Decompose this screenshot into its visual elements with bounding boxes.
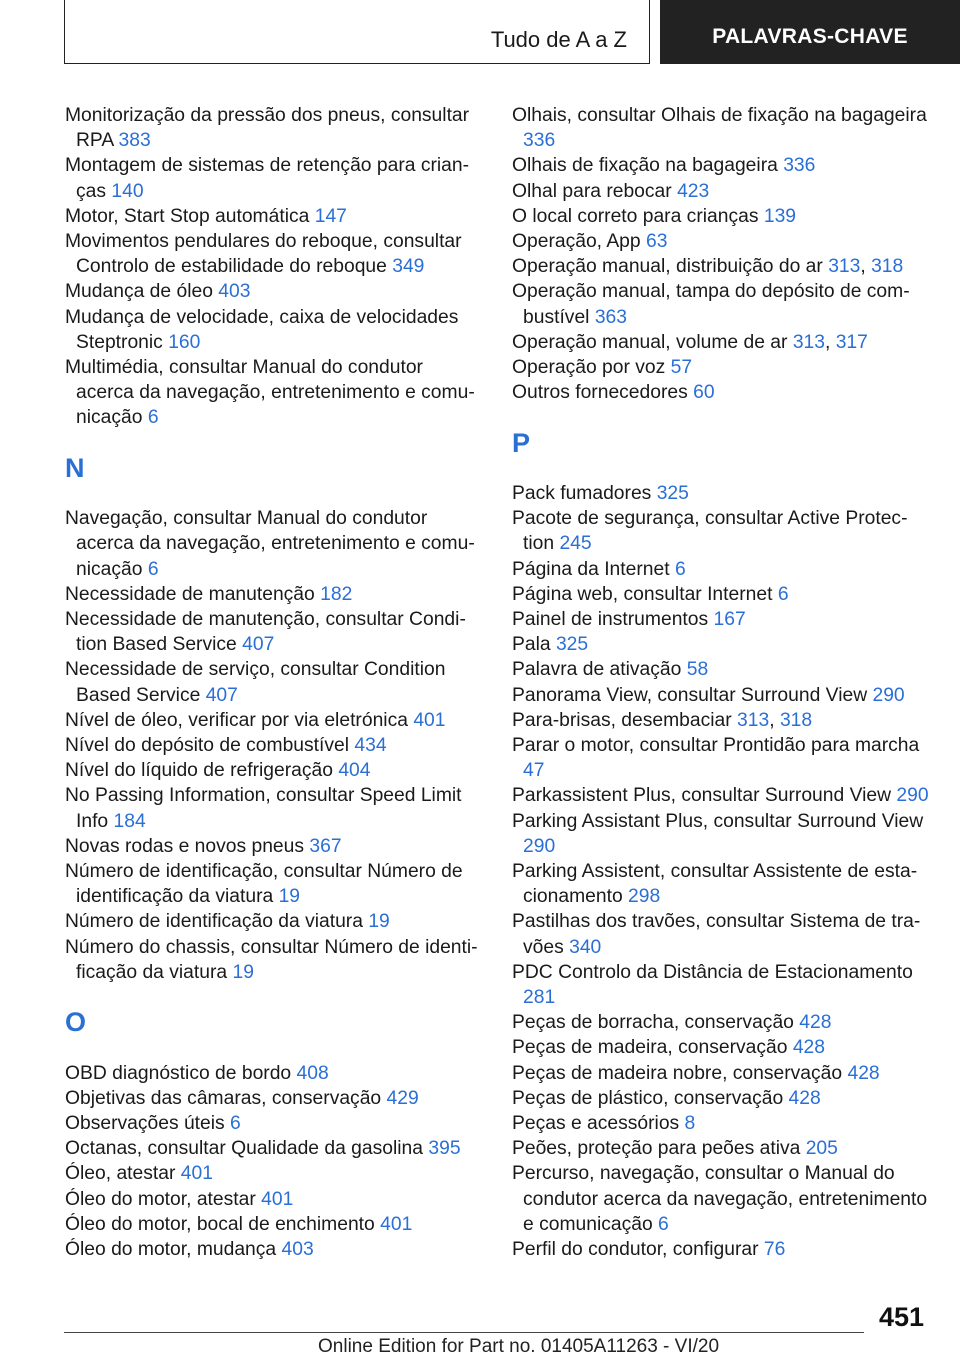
index-entry <box>512 380 932 405</box>
index-letter-heading: N <box>65 452 85 483</box>
index-entry <box>65 305 480 355</box>
page-reference-link[interactable]: 349 <box>392 256 425 278</box>
index-entry <box>65 834 480 859</box>
index-entry-text: Nível de óleo, verificar por via eletrónica <box>65 709 408 731</box>
index-entry <box>65 582 480 607</box>
index-entry <box>65 909 480 934</box>
page-reference-link[interactable]: 19 <box>368 911 390 933</box>
page-reference-link[interactable]: 407 <box>242 634 275 656</box>
page-reference-link[interactable]: 404 <box>338 760 371 782</box>
index-entry-text: Número do chassis, consultar Número de identificação da viatura <box>65 936 478 983</box>
page-reference-link[interactable]: 367 <box>309 835 342 857</box>
page-reference-link[interactable]: 434 <box>354 735 387 757</box>
index-entry-text: Percurso, navegação, consultar o Manual do condutor acerca da navegação, entretenimento e comunicação <box>512 1163 928 1235</box>
index-entry-text: Operação manual, volume de ar <box>512 331 788 353</box>
index-entry <box>512 506 932 556</box>
index-entry-text: Operação por voz <box>512 357 666 379</box>
page-reference-link[interactable]: 428 <box>799 1012 832 1034</box>
index-entry <box>512 1161 932 1237</box>
index-entry <box>512 909 932 959</box>
page-reference-link[interactable]: 290 <box>872 684 905 706</box>
page-reference-link[interactable]: 205 <box>805 1138 838 1160</box>
index-entry <box>65 657 480 707</box>
page-reference-link[interactable]: 63 <box>646 231 668 253</box>
index-entry <box>512 1111 932 1136</box>
index-entry-text: Octanas, consultar Qualidade da gasolina <box>65 1138 424 1160</box>
page-reference-link[interactable]: 336 <box>523 130 556 152</box>
index-entry-text: Painel de instrumentos <box>512 609 709 631</box>
index-entry <box>65 1237 480 1262</box>
page-reference-link[interactable]: 401 <box>380 1213 413 1235</box>
index-entry-text: Olhais, consultar Olhais de fixação na bagageira <box>512 105 927 126</box>
index-entry-text: Monitorização da pressão dos pneus, consultar RPA <box>65 105 470 152</box>
page-reference-link[interactable]: 290 <box>896 785 929 807</box>
index-entry: Operação manual, distribuição do ar 313, 318 <box>512 256 904 278</box>
index-entry-text: Navegação, consultar Manual do condutor acerca da navegação, entretenimento e comunicação <box>65 508 475 580</box>
index-entry <box>512 582 932 607</box>
page-reference-link[interactable]: 281 <box>523 987 556 1009</box>
index-entry <box>65 1086 480 1111</box>
index-entry-text: Movimentos pendulares do reboque, consultar Controlo de estabilidade do reboque <box>65 231 462 278</box>
page-reference-link[interactable]: 147 <box>314 205 347 227</box>
index-entry <box>65 859 480 909</box>
index-entry-text: Óleo do motor, mudança <box>65 1239 277 1261</box>
page-reference-link[interactable]: 298 <box>628 886 661 908</box>
index-entry <box>512 960 932 1010</box>
page-reference-link[interactable]: 408 <box>296 1062 329 1084</box>
index-entry <box>512 733 932 783</box>
section-tab-label: PALAVRAS-CHAVE <box>712 25 908 48</box>
page-reference-link[interactable]: 290 <box>523 835 556 857</box>
index-entry <box>65 355 480 431</box>
index-entry <box>512 204 932 229</box>
page-reference-link[interactable]: 325 <box>656 483 689 504</box>
index-entry-text: Operação, App <box>512 231 641 253</box>
index-entry <box>65 1212 480 1237</box>
index-entry <box>65 506 480 582</box>
page-reference-link[interactable]: 317 <box>835 331 868 353</box>
index-entry-text: Número de identificação da viatura <box>65 911 363 933</box>
index-entry-text: Outros fornecedores <box>512 382 688 404</box>
page-reference-link[interactable]: 313 <box>828 256 861 278</box>
index-entry-text: Parking Assistent, consultar Assistente de estacionamento <box>512 861 918 908</box>
index-letter-heading: P <box>512 427 531 458</box>
index-entry <box>65 733 480 758</box>
index-entry-text: Pastilhas dos travões, consultar Sistema de travões <box>512 911 921 958</box>
page-reference-link[interactable]: 428 <box>847 1062 880 1084</box>
index-entry <box>512 809 932 859</box>
index-entry <box>512 607 932 632</box>
index-entry <box>65 204 480 229</box>
index-entry-text: Página da Internet <box>512 558 670 580</box>
page-reference-link[interactable]: 8 <box>684 1113 696 1135</box>
index-entry <box>65 103 480 153</box>
page-reference-link[interactable]: 6 <box>230 1113 241 1135</box>
page-reference-link[interactable]: 428 <box>792 1037 825 1059</box>
footer-edition-text: Online Edition for Part no. 01405A11263 - VI/20 <box>318 1336 720 1357</box>
index-entry <box>65 607 480 657</box>
page-reference-link[interactable]: 407 <box>205 684 238 706</box>
index-entry-text: Nível do depósito de combustível <box>65 735 350 757</box>
index-entry-text: Nível do líquido de refrigeração <box>65 760 333 782</box>
index-entry <box>65 1111 480 1136</box>
index-entry-text: Pack fumadores <box>512 483 652 504</box>
index-entry <box>512 557 932 582</box>
index-entry-text: Para-brisas, desembaciar <box>512 709 732 731</box>
index-entry-text: Objetivas das câmaras, conservação <box>65 1087 382 1109</box>
index-entry-text: Peças de madeira, conservação <box>512 1037 788 1059</box>
page-reference-link[interactable]: 363 <box>594 306 627 328</box>
page-reference-link[interactable]: 47 <box>523 760 545 782</box>
index-entry <box>65 783 480 833</box>
index-entry-text: Mudança de óleo <box>65 281 213 303</box>
index-entry <box>512 632 932 657</box>
index-entry-text: Peças de plástico, conservação <box>512 1087 784 1109</box>
index-column-left <box>65 103 480 1262</box>
index-entry-text: Olhais de fixação na bagageira <box>512 155 778 177</box>
index-entry-text: Peças de borracha, conservação <box>512 1012 794 1034</box>
index-entry-text: Página web, consultar Internet <box>512 583 773 605</box>
page-reference-link[interactable]: 6 <box>147 558 159 580</box>
page-reference-link[interactable]: 318 <box>779 709 813 731</box>
index-entry <box>512 1010 932 1035</box>
page-reference-link[interactable]: 245 <box>559 533 592 555</box>
index-entry <box>512 1237 932 1262</box>
index-entry <box>65 1187 480 1212</box>
page-reference-link[interactable]: 167 <box>713 609 746 631</box>
page-reference-link[interactable]: 58 <box>686 659 709 681</box>
page-reference-link[interactable]: 340 <box>569 936 602 958</box>
index-entry <box>512 103 932 153</box>
index-entry-text: Olhal para rebocar <box>512 180 672 202</box>
index-entry-text: Mudança de velocidade, caixa de velocidades Steptronic <box>65 306 459 353</box>
page-reference-link[interactable]: 403 <box>281 1239 314 1261</box>
page-reference-link[interactable]: 423 <box>677 180 710 202</box>
index-entry <box>512 859 932 909</box>
index-column-right <box>512 103 932 1262</box>
index-entry <box>512 1086 932 1111</box>
index-entry <box>512 229 932 254</box>
page-reference-link[interactable]: 76 <box>763 1239 786 1261</box>
index-entry <box>65 279 480 304</box>
index-entry <box>512 1061 932 1086</box>
index-entry-text: Necessidade de serviço, consultar Condition Based Service <box>65 659 446 706</box>
index-entry-text: Motor, Start Stop automática <box>65 205 310 227</box>
index-entry-text: Novas rodas e novos pneus <box>65 835 305 857</box>
page-reference-link[interactable]: 60 <box>693 382 715 404</box>
index-entry-text: No Passing Information, consultar Speed Limit Info <box>65 785 462 832</box>
section-tab <box>660 0 960 64</box>
section-title: Tudo de A a Z <box>490 27 627 52</box>
index-entry <box>512 657 932 682</box>
index-entry-text: Peças e acessórios <box>512 1113 680 1135</box>
index-entry-text: Montagem de sistemas de retenção para crianças <box>65 155 470 202</box>
page-reference-link[interactable]: 401 <box>413 709 446 731</box>
index-entry-text: Pala <box>512 634 551 656</box>
index-entry-text: Óleo do motor, bocal de enchimento <box>65 1213 375 1235</box>
page-reference-link[interactable]: 57 <box>670 357 693 379</box>
index-entry <box>65 935 480 985</box>
index-entry <box>65 153 480 203</box>
index-entry <box>512 481 932 506</box>
index-entry-text: Necessidade de manutenção, consultar Condition Based Service <box>65 609 466 656</box>
page-reference-link[interactable]: 6 <box>777 583 789 605</box>
index-entry-text: Perfil do condutor, configurar <box>512 1239 759 1261</box>
page-reference-link[interactable]: 6 <box>674 558 686 580</box>
index-entry <box>512 1035 932 1060</box>
index-entry-text: Panorama View, consultar Surround View <box>512 684 868 706</box>
page-reference-link[interactable]: 336 <box>783 155 816 177</box>
page-reference-link[interactable]: 313 <box>792 331 825 353</box>
index-entry-text: Operação manual, distribuição do ar <box>512 256 823 278</box>
index-entry-text: Observações úteis <box>65 1113 225 1135</box>
index-entry-text: Pacote de segurança, consultar Active Protection <box>512 508 908 555</box>
index-entry <box>512 355 932 380</box>
index-entry <box>512 783 932 808</box>
page-reference-link[interactable]: 318 <box>871 256 904 278</box>
page-number: 451 <box>878 1302 924 1332</box>
index-entry-text: Operação manual, tampa do depósito de combustível <box>512 281 910 328</box>
header-frame <box>64 0 650 64</box>
index-entry <box>65 1136 480 1161</box>
page-reference-link[interactable]: 429 <box>386 1087 419 1109</box>
index-entry-text: Parar o motor, consultar Prontidão para marcha <box>512 735 920 757</box>
page-reference-link[interactable]: 401 <box>180 1163 213 1185</box>
index-entry <box>512 1136 932 1161</box>
index-entry <box>512 683 932 708</box>
index-entry-text: Palavra de ativação <box>512 659 682 681</box>
index-entry-text: Óleo, atestar <box>65 1163 176 1185</box>
page-reference-link[interactable]: 313 <box>737 709 770 731</box>
index-entry-text: PDC Controlo da Distância de Estacionamento <box>512 961 913 983</box>
index-entry-text: Parkassistent Plus, consultar Surround View <box>512 785 892 807</box>
index-entry-text: OBD diagnóstico de bordo <box>65 1062 292 1084</box>
page-reference-link[interactable]: 383 <box>118 130 151 152</box>
index-entry-text: O local correto para crianças <box>512 205 759 227</box>
page-reference-link[interactable]: 428 <box>788 1087 821 1109</box>
index-entry <box>65 758 480 783</box>
footer-divider <box>64 1332 864 1333</box>
page-reference-link[interactable]: 139 <box>763 205 797 227</box>
index-entry: Operação manual, volume de ar 313, 317 <box>512 331 868 353</box>
index-entry-text: Peças de madeira nobre, conservação <box>512 1062 843 1084</box>
page-reference-link[interactable]: 184 <box>113 810 146 832</box>
index-entry <box>65 1061 480 1086</box>
index-entry <box>65 708 480 733</box>
index-entry-text: Óleo do motor, atestar <box>65 1188 256 1210</box>
index-entry-text: Número de identificação, consultar Número de identificação da viatura <box>65 861 463 908</box>
page-reference-link[interactable]: 403 <box>218 281 251 303</box>
index-entry <box>512 179 932 204</box>
index-entry <box>512 153 932 178</box>
page-reference-link[interactable]: 6 <box>147 407 159 429</box>
page-reference-link[interactable]: 182 <box>320 583 353 605</box>
page-reference-link[interactable]: 140 <box>111 180 144 202</box>
page-reference-link[interactable]: 6 <box>658 1213 669 1235</box>
page-reference-link[interactable]: 401 <box>261 1188 294 1210</box>
page-reference-link[interactable]: 160 <box>168 331 201 353</box>
index-letter-heading: O <box>65 1007 87 1038</box>
index-entry: Para-brisas, desembaciar 313, 318 <box>512 709 813 731</box>
page-reference-link[interactable]: 19 <box>278 886 301 908</box>
index-entry <box>65 229 480 279</box>
index-entry <box>65 1161 480 1186</box>
page-reference-link[interactable]: 19 <box>232 961 254 983</box>
index-entry-text: Peões, proteção para peões ativa <box>512 1138 801 1160</box>
index-entry-text: Necessidade de manutenção <box>65 583 315 605</box>
index-entry-text: Multimédia, consultar Manual do condutor acerca da navegação, entretenimento e comunicação <box>65 357 475 429</box>
index-entry <box>512 279 932 329</box>
index-entry-text: Parking Assistant Plus, consultar Surround View <box>512 810 924 832</box>
page-reference-link[interactable]: 395 <box>428 1138 461 1160</box>
page-reference-link[interactable]: 325 <box>555 634 589 656</box>
